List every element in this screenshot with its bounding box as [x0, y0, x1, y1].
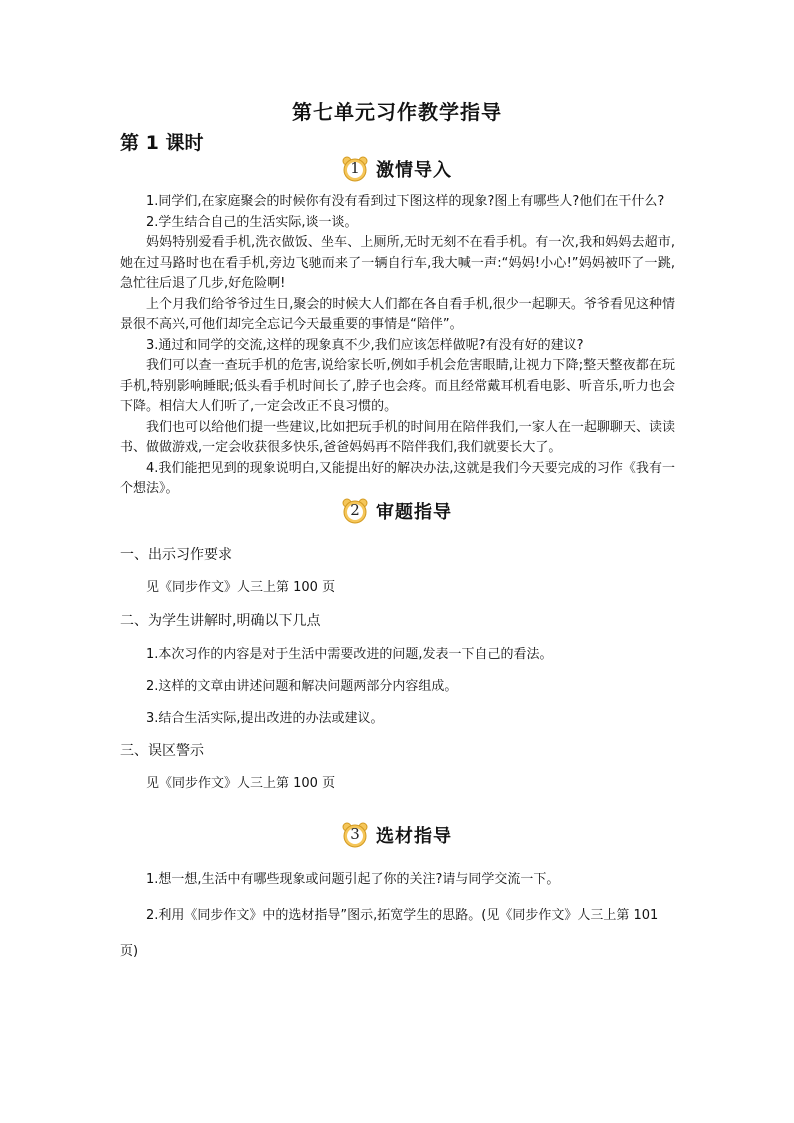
badge-number: 1	[350, 159, 360, 177]
section-title: 激情导入	[376, 160, 452, 181]
section-heading-3	[0, 822, 794, 852]
subheading: 二、为学生讲解时,明确以下几点	[120, 613, 321, 629]
intro-body	[120, 192, 675, 500]
paragraph: 我们可以查一查玩手机的危害,说给家长听,例如手机会危害眼睛,让视力下降;整天整夜都在玩手机,特别影响睡眠;低头看手机时间长了,脖子也会疼。而且经常戴耳机看电影、听音乐,听力也会下降。相信大人们听了,一定会改正不良习惯的。	[120, 358, 675, 414]
list-item: 3.结合生活实际,提出改进的办法或建议。	[146, 711, 384, 726]
paragraph: 妈妈特别爱看手机,洗衣做饭、坐车、上厕所,无时无刻不在看手机。有一次,我和妈妈去超市,她在过马路时也在看手机,旁边飞驰而来了一辆自行车,我大喊一声:“妈妈!小心!”妈妈被吓了一跳,急忙往后退了几步,好危险啊!	[120, 235, 675, 291]
number-badge-icon	[342, 156, 368, 182]
paragraph: 2.学生结合自己的生活实际,谈一谈。	[146, 214, 358, 230]
paragraph: 3.通过和同学的交流,这样的现象真不少,我们应该怎样做呢?有没有好的建议?	[146, 337, 584, 353]
section-heading-2	[0, 498, 794, 528]
paragraph: 1.同学们,在家庭聚会的时候你有没有看到过下图这样的现象?图上有哪些人?他们在干什么?	[146, 194, 665, 209]
badge-number: 2	[350, 501, 360, 519]
badge-number: 3	[350, 825, 360, 843]
number-badge-icon	[342, 822, 368, 848]
text-line: 见《同步作文》人三上第 100 页	[146, 580, 336, 595]
list-item: 2.这样的文章由讲述问题和解决问题两部分内容组成。	[146, 679, 458, 694]
text-line: 见《同步作文》人三上第 100 页	[146, 776, 336, 791]
section-title: 审题指导	[376, 502, 452, 523]
list-item: 1.本次习作的内容是对于生活中需要改进的问题,发表一下自己的看法。	[146, 647, 553, 662]
section-heading-1	[0, 156, 794, 186]
list-item: 2.利用《同步作文》中的选材指导”图示,拓宽学生的思路。(见《同步作文》人三上第 101 页)	[120, 908, 659, 959]
document-title: 第七单元习作教学指导	[292, 100, 502, 124]
section-title: 选材指导	[376, 826, 452, 847]
subheading: 一、出示习作要求	[120, 547, 232, 563]
paragraph: 上个月我们给爷爷过生日,聚会的时候大人们都在各自看手机,很少一起聊天。爷爷看见这种情景很不高兴,可他们却完全忘记今天最重要的事情是“陪伴”。	[120, 296, 675, 332]
paragraph: 4.我们能把见到的现象说明白,又能提出好的解决办法,这就是我们今天要完成的习作《我有一个想法》。	[120, 460, 675, 496]
number-badge-icon	[342, 498, 368, 524]
subheading: 三、误区警示	[120, 743, 204, 759]
list-item: 1.想一想,生活中有哪些现象或问题引起了你的关注?请与同学交流一下。	[146, 872, 560, 887]
lesson-label: 第 1 课时	[120, 132, 204, 154]
paragraph: 我们也可以给他们提一些建议,比如把玩手机的时间用在陪伴我们,一家人在一起聊聊天、读读书、做做游戏,一定会收获很多快乐,爸爸妈妈再不陪伴我们,我们就要长大了。	[120, 419, 675, 455]
